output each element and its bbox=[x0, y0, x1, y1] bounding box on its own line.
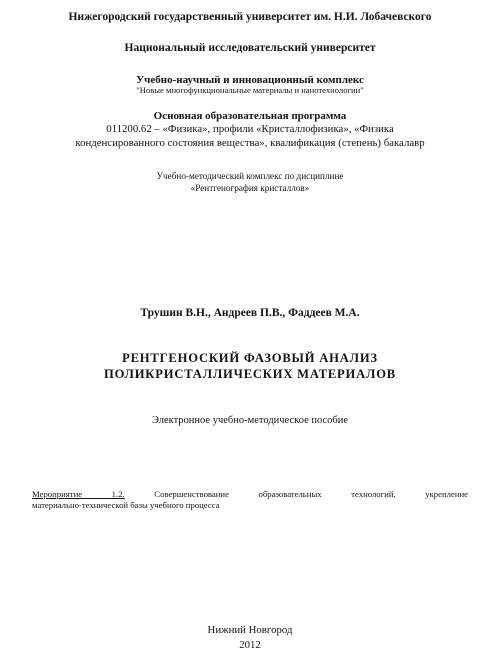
research-university-label: Национальный исследовательский университет bbox=[124, 42, 376, 54]
authors: Трушин В.Н., Андреев П.В., Фаддеев М.А. bbox=[140, 307, 360, 319]
discipline-name: «Рентгенография кристаллов» bbox=[190, 183, 310, 193]
umk-label: Учебно-методический комплекс по дисциплине bbox=[156, 171, 344, 181]
program-title: Основная образовательная программа bbox=[153, 110, 347, 122]
document-title-line-2: ПОЛИКРИСТАЛЛИЧЕСКИХ МАТЕРИАЛОВ bbox=[103, 367, 397, 381]
program-description-line-2: конденсированного состояния вещества», квалификация (степень) бакалавр bbox=[75, 137, 425, 149]
city: Нижний Новгород bbox=[207, 624, 293, 636]
year: 2012 bbox=[239, 639, 261, 651]
event-description bbox=[32, 489, 468, 500]
complex-subtitle: "Новые многофункциональные материалы и нанотехнологии" bbox=[136, 85, 364, 95]
complex-title: Учебно-научный и инновационный комплекс bbox=[136, 74, 364, 86]
event-text-line-1: Совершенствование образовательных технологий, укрепление bbox=[124, 489, 469, 499]
event-label: Мероприятие 1.2. bbox=[32, 489, 125, 499]
university-name: Нижегородский государственный университет им. Н.И. Лобачевского bbox=[68, 11, 432, 23]
document-title-line-1: РЕНТГЕНОСКИЙ ФАЗОВЫЙ АНАЛИЗ bbox=[122, 351, 378, 365]
program-description-line-1: 011200.62 – «Физика», профили «Кристаллофизика», «Физика bbox=[106, 123, 394, 135]
document-subtitle: Электронное учебно-методическое пособие bbox=[151, 415, 349, 426]
event-text-line-2: материально-технической базы учебного процесса bbox=[32, 500, 220, 510]
